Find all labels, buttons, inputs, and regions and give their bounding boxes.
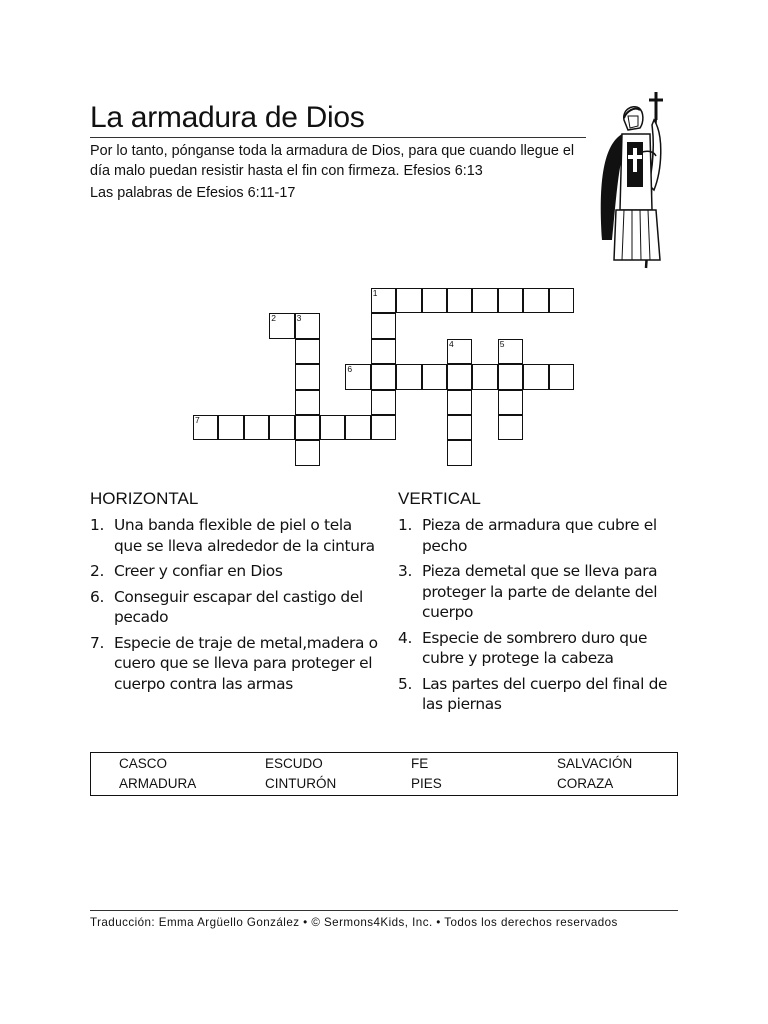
clue-text: Pieza demetal que se lleva para proteger la parte de delante del cuerpo <box>422 562 658 621</box>
crossword-cell[interactable] <box>447 415 472 440</box>
words-source-line: Las palabras de Efesios 6:11-17 <box>90 185 296 201</box>
crossword-cell[interactable] <box>447 440 472 465</box>
cell-number: 2 <box>271 313 276 324</box>
crossword-cell[interactable] <box>447 364 472 389</box>
crossword-cell[interactable] <box>345 364 370 389</box>
crossword-cell[interactable] <box>447 390 472 415</box>
crossword-cell[interactable] <box>371 390 396 415</box>
crossword-cell[interactable] <box>371 313 396 338</box>
word-bank-item: ARMADURA <box>119 776 197 791</box>
intro-verse: Por lo tanto, pónganse toda la armadura de Dios, para que cuando llegue el día malo puedan resistir hasta el fin con firmeza. Efesios 6:13 <box>90 143 575 179</box>
word-bank-item: FE <box>411 756 429 771</box>
crossword-cell[interactable] <box>422 364 447 389</box>
clue-item <box>90 515 380 556</box>
clue-item <box>90 561 380 582</box>
clue-number: 1. <box>90 516 104 534</box>
crossword-cell[interactable] <box>269 313 294 338</box>
footer-credit: Traducción: Emma Argüello González • © Sermons4Kids, Inc. • Todos los derechos reservados <box>90 916 618 929</box>
crossword-cell[interactable] <box>295 415 320 440</box>
clue-number: 7. <box>90 633 104 652</box>
cell-number: 1 <box>372 288 378 298</box>
word-bank-item: SALVACIÓN <box>557 756 633 771</box>
clue-text: Una banda flexible de piel o tela que se lleva alrededor de la cintura <box>114 516 375 555</box>
word-bank-item: CASCO <box>119 756 168 771</box>
clue-text: Especie de sombrero duro que cubre y protege la cabeza <box>422 628 648 667</box>
clue-text: Creer y confiar en Dios <box>114 562 283 580</box>
crossword-cell[interactable] <box>320 415 345 440</box>
crossword-cell[interactable] <box>472 364 497 389</box>
clue-item <box>90 633 380 695</box>
crossword-cell[interactable] <box>371 415 396 440</box>
cell-number: 4 <box>449 338 454 349</box>
cell-number: 7 <box>195 415 200 425</box>
clue-number: 5. <box>398 674 412 693</box>
crossword-cell[interactable] <box>498 415 523 440</box>
crossword-cell[interactable] <box>218 415 243 440</box>
crossword-cell[interactable] <box>472 288 497 313</box>
crossword-cell[interactable] <box>295 339 320 364</box>
word-bank-item: ESCUDO <box>265 756 323 771</box>
page-title: La armadura de Dios <box>90 101 365 134</box>
clue-number: 2. <box>90 562 104 580</box>
clue-item <box>90 587 380 628</box>
crossword-cell[interactable] <box>371 339 396 364</box>
crossword-cell[interactable] <box>371 364 396 389</box>
word-bank <box>90 752 678 796</box>
crossword-cell[interactable] <box>523 364 548 389</box>
word-bank-item: CORAZA <box>557 776 614 791</box>
crossword-cell[interactable] <box>523 288 548 313</box>
vertical-heading: VERTICAL <box>398 489 481 508</box>
word-bank-item: PIES <box>411 776 442 791</box>
crossword-cell[interactable] <box>498 339 523 364</box>
crossword-cell[interactable] <box>447 288 472 313</box>
crossword-cell[interactable] <box>193 415 218 440</box>
clue-text: Conseguir escapar del castigo del pecado <box>114 587 363 626</box>
clue-number: 1. <box>398 516 412 534</box>
crossword-cell[interactable] <box>422 288 447 313</box>
crossword-cell[interactable] <box>345 415 370 440</box>
clue-item <box>398 674 688 715</box>
cell-number: 6 <box>347 364 353 375</box>
clue-number: 4. <box>398 628 412 647</box>
crossword-cell[interactable] <box>396 364 421 389</box>
crossword-cell[interactable] <box>244 415 269 440</box>
horizontal-clues <box>90 515 380 699</box>
crossword-cell[interactable] <box>549 364 574 389</box>
title-divider <box>90 137 586 138</box>
vertical-clues <box>398 515 688 720</box>
soldier-illustration <box>594 90 674 270</box>
footer-divider <box>90 910 678 911</box>
clue-number: 3. <box>398 562 412 580</box>
crossword-cell[interactable] <box>371 288 396 313</box>
crossword-cell[interactable] <box>498 390 523 415</box>
clue-text: Especie de traje de metal,madera o cuero que se lleva para proteger el cuerpo contra las armas <box>114 633 378 693</box>
word-bank-item: CINTURÓN <box>265 776 337 791</box>
cell-number: 5 <box>499 338 505 349</box>
crossword-cell[interactable] <box>498 288 523 313</box>
clue-item <box>398 515 688 556</box>
cell-number: 3 <box>296 313 302 324</box>
crossword-cell[interactable] <box>295 313 320 338</box>
clue-item <box>398 561 688 623</box>
crossword-cell[interactable] <box>498 364 523 389</box>
crossword-cell[interactable] <box>549 288 574 313</box>
horizontal-heading: HORIZONTAL <box>90 489 199 508</box>
crossword-cell[interactable] <box>295 364 320 389</box>
crossword-cell[interactable] <box>295 390 320 415</box>
crossword-cell[interactable] <box>396 288 421 313</box>
clue-text: Pieza de armadura que cubre el pecho <box>422 516 657 555</box>
crossword-cell[interactable] <box>295 440 320 465</box>
crossword-cell[interactable] <box>269 415 294 440</box>
clue-number: 6. <box>90 587 104 606</box>
crossword-cell[interactable] <box>447 339 472 364</box>
clue-item <box>398 628 688 669</box>
clue-text: Las partes del cuerpo del final de las piernas <box>422 674 668 713</box>
